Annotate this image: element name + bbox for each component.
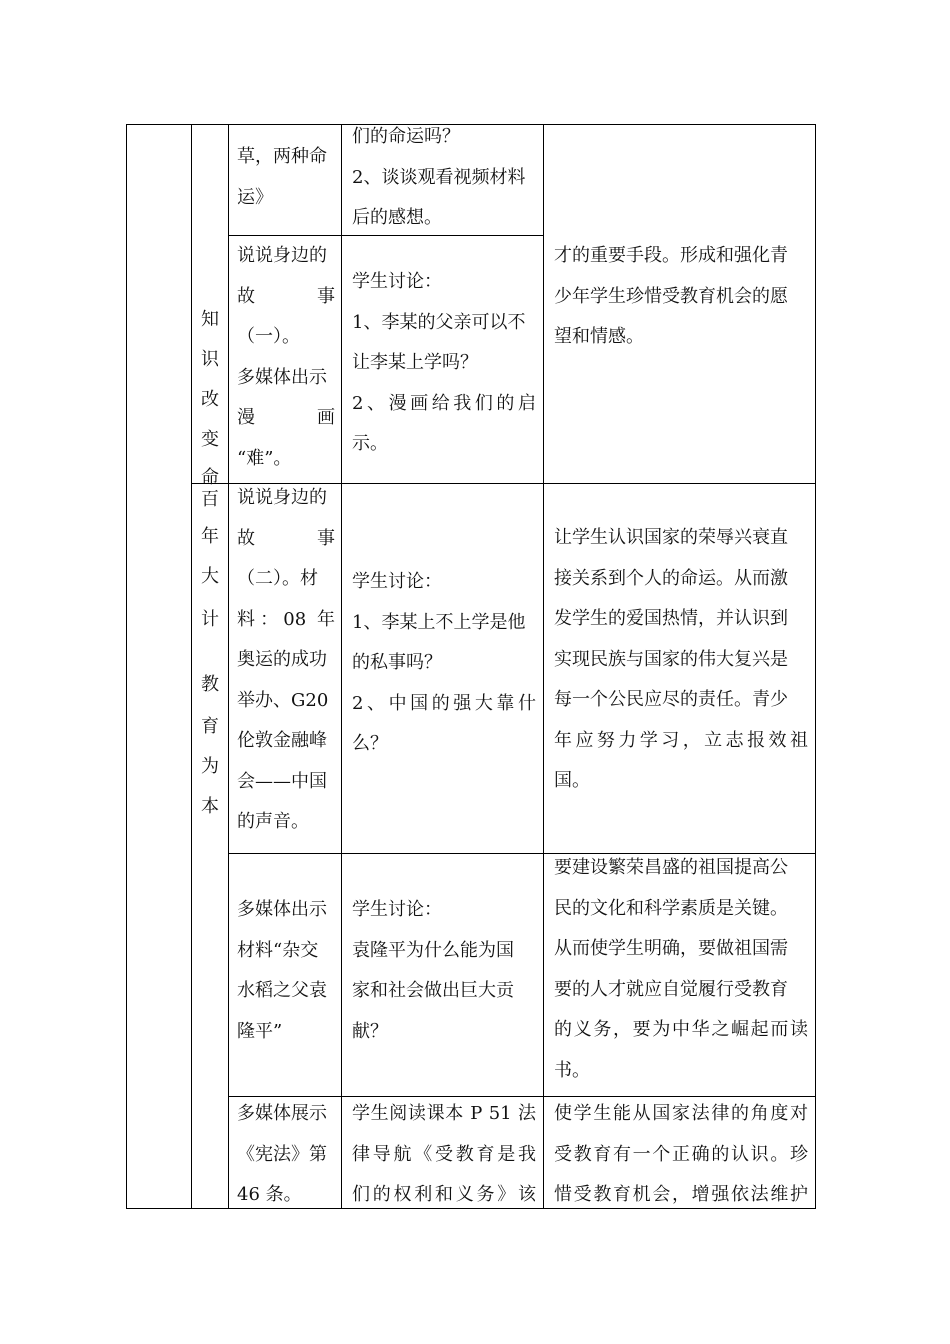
activity-line: 故 事 [237,285,335,307]
student-line: 1、李某上不上学是他 [352,611,526,633]
intent-line: 使学生能从国家法律的角度对 [554,1103,808,1124]
activity-line: 隆平” [237,1020,283,1042]
column-divider-2 [228,124,229,1209]
activity-line: 举办、G20 [237,689,329,711]
section-label-char: 改 [201,389,219,410]
intent-line: 的义务，要为中华之崛起而读 [554,1019,808,1040]
intent-line: 要建设繁荣昌盛的祖国提高公 [554,857,788,878]
activity-line: 故 事 [237,527,335,549]
student-line: 们的命运吗？ [352,126,460,147]
student-line: 么？ [352,733,388,754]
activity-line: 材料“杂交 [237,939,319,961]
student-cell [352,1094,536,1216]
activity-line: 漫 画 [237,407,335,428]
intent-line: 年应努力学习，立志报效祖 [554,729,808,751]
intent-line: 接关系到个人的命运。从而激 [554,567,788,589]
intent-line: 发学生的爱国热情，并认识到 [554,608,788,629]
activity-line: 会——中国 [237,770,327,792]
student-line: 2、中国的强大靠什 [352,692,536,714]
activity-line: 说说身边的 [237,245,327,266]
intent-line: 惜受教育机会，增强依法维护 [554,1184,808,1205]
student-line: 2、漫画给我们的启 [352,392,536,414]
intent-line: 让学生认识国家的荣辱兴衰直 [554,527,788,548]
intent-line: 受教育有一个正确的认识。珍 [554,1143,808,1165]
activity-line: 46 条。 [237,1184,302,1205]
intent-cell [554,518,808,802]
intent-line: 民的文化和科学素质是关键。 [554,897,788,919]
column-divider-3 [341,124,342,1209]
student-line: 学生讨论： [352,571,442,592]
student-line: 后的感想。 [352,207,442,228]
intent-line: 少年学生珍惜受教育机会的愿 [554,285,788,307]
activity-line: （一）。 [237,326,300,347]
student-cell [352,117,536,239]
activity-line: “难”。 [237,447,292,469]
activity-line: 多媒体出示 [237,366,327,388]
student-line: 学生讨论： [352,271,442,292]
student-line: 学生讨论： [352,899,442,920]
activity-cell [237,1094,335,1216]
intent-line: 实现民族与国家的伟大复兴是 [554,648,788,670]
activity-line: 的声音。 [237,811,309,832]
table-right-border [815,124,816,1209]
activity-cell [237,890,335,1052]
student-cell [352,890,536,1052]
intent-line: 从而使学生明确，要做祖国需 [554,938,788,959]
student-line: 家和社会做出巨大贡 [352,980,514,1001]
activity-line: 草，两种命 [237,146,327,167]
activity-cell [237,478,335,843]
student-line: 律导航《受教育是我 [352,1143,536,1165]
activity-line: 伦敦金融峰 [237,730,327,751]
section-label-char: 计 [201,609,219,630]
intent-line: 每一个公民应尽的责任。青少 [554,689,788,710]
student-line: 示。 [352,433,388,454]
activity-line: 运》 [237,186,273,208]
intent-line: 国。 [554,770,590,791]
activity-line: 料：08 年 [237,608,335,630]
student-line: 1、李某的父亲可以不 [352,311,526,333]
intent-line: 望和情感。 [554,326,644,347]
section-label-char: 本 [201,796,219,817]
student-line: 的私事吗？ [352,652,442,673]
column-divider-4 [543,124,544,1209]
table-left-border [126,124,127,1209]
section-label-char: 识 [201,349,219,370]
student-line: 们的权利和义务》该 [352,1184,536,1205]
activity-line: 说说身边的 [237,487,327,508]
student-cell [352,562,536,765]
section-label-char: 教 [201,674,219,695]
section-label-char: 知 [201,309,219,330]
activity-line: 奥运的成功 [237,649,327,670]
intent-line: 要的人才就应自觉履行受教育 [554,978,788,1000]
student-cell [352,262,536,465]
activity-cell [237,137,335,218]
intent-line: 书。 [554,1059,590,1081]
activity-cell [237,236,335,479]
student-line: 献？ [352,1020,388,1042]
activity-line: （二）。材 [237,568,318,589]
activity-line: 《宪法》第 [237,1143,327,1165]
activity-line: 多媒体展示 [237,1103,327,1124]
student-line: 学生阅读课本 P 51 法 [352,1103,536,1124]
student-line: 袁隆平为什么能为国 [352,939,514,961]
section-label-char: 百 [201,489,219,510]
student-line: 让李某上学吗？ [352,352,478,373]
activity-line: 水稻之父袁 [237,980,327,1001]
section-label-char: 为 [201,756,219,777]
intent-cell [554,236,808,358]
section-label-char: 育 [201,716,219,737]
activity-line: 多媒体出示 [237,899,327,920]
section-label-char: 变 [201,429,219,450]
intent-line: 才的重要手段。形成和强化青 [554,245,788,266]
intent-cell [554,1094,808,1216]
column-divider-1 [191,124,192,1209]
section-label-char: 大 [201,566,219,587]
section-label-char: 年 [201,526,219,547]
intent-cell [554,848,808,1091]
section-label-char: 命 [201,467,219,488]
student-line: 2、谈谈观看视频材料 [352,166,526,188]
